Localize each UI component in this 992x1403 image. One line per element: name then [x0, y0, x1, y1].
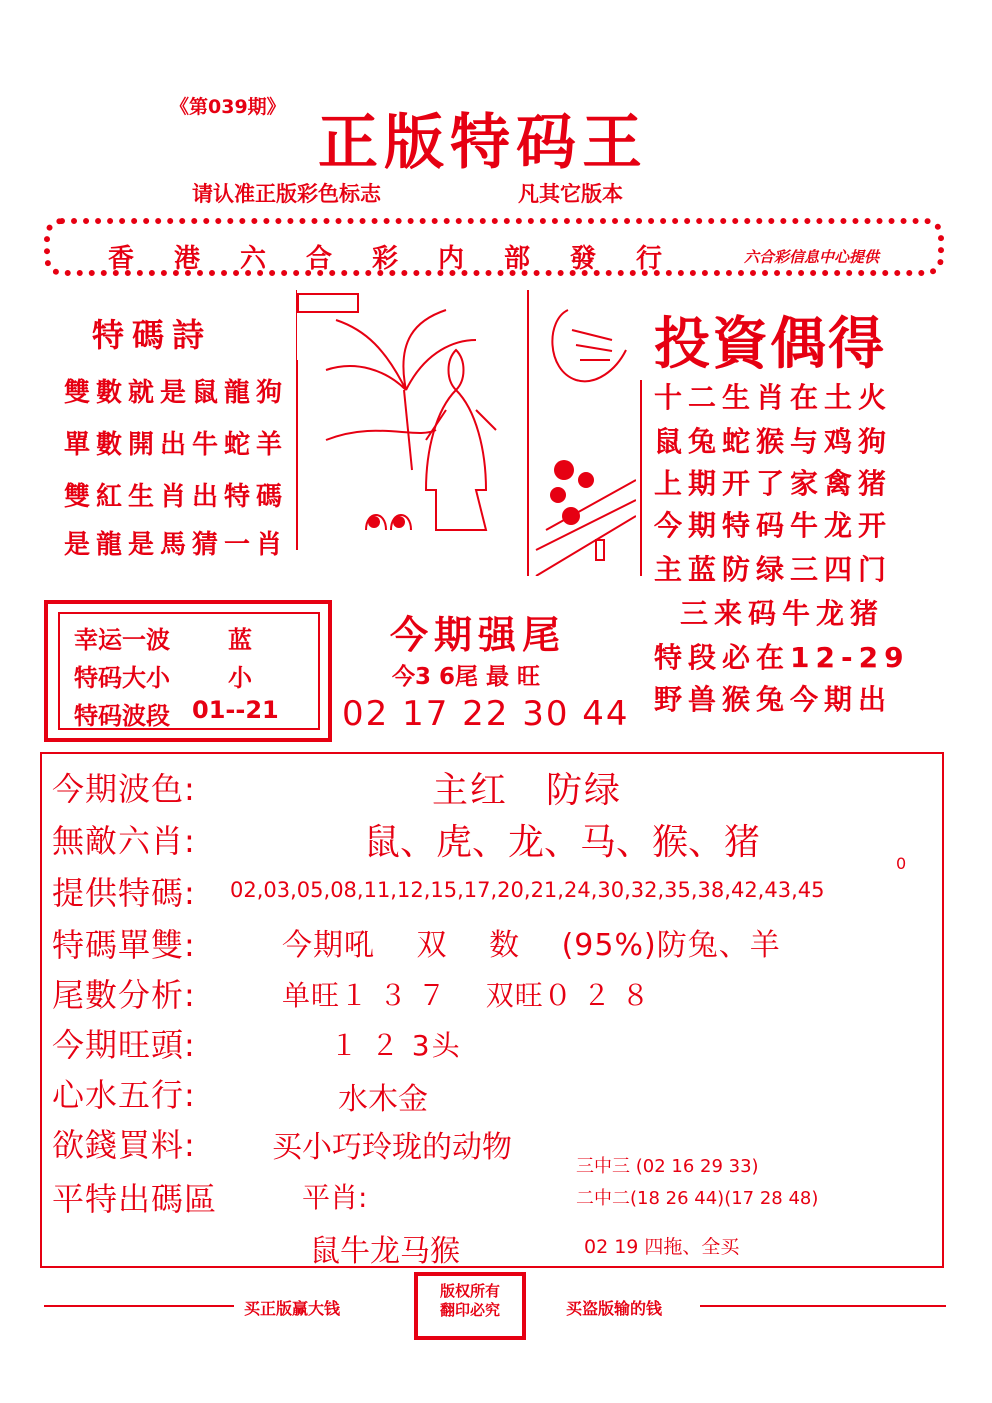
invest-line: 上期开了家禽猪: [654, 467, 893, 500]
copyright-line: 版权所有: [439, 1282, 500, 1300]
drag-note: 02 19 四拖、全买: [584, 1236, 740, 1258]
odd-even-label: 特碼單雙:: [52, 926, 196, 964]
lucky-value: 01--21: [192, 696, 279, 724]
zodiac-value: 鼠、虎、龙、马、猴、猪: [364, 822, 761, 863]
invest-line: 鼠兔蛇猴与鸡狗: [654, 425, 893, 458]
invest-line: 三来码牛龙猪: [680, 597, 885, 630]
verify-note: 请认准正版彩色标志: [192, 182, 381, 206]
lucky-value: 蓝: [228, 626, 252, 654]
invest-line: 特段必在12-29: [654, 641, 910, 674]
footer-divider-right: [700, 1305, 946, 1307]
invest-line: 主蓝防绿三四门: [654, 553, 893, 586]
wave-value: 主红 防绿: [432, 770, 623, 811]
invest-line: 野兽猴兔今期出: [654, 683, 893, 716]
footer-left-text: 买正版赢大钱: [244, 1299, 341, 1318]
poem-line: 雙紅生肖出特碼: [64, 482, 289, 512]
buy-value: 买小巧玲珑的动物: [272, 1130, 512, 1165]
other-version-note: 凡其它版本: [518, 182, 623, 206]
banner-credit: 六合彩信息中心提供: [744, 248, 880, 266]
codes-value: 02,03,05,08,11,12,15,17,20,21,24,30,32,35,38,42,43,45: [230, 878, 825, 902]
strong-tail-numbers: 02 17 22 30 44: [342, 694, 630, 734]
zodiac-label: 無敵六肖:: [52, 822, 196, 860]
invest-line: 十二生肖在土火: [654, 381, 893, 414]
footer-divider-left: [44, 1305, 234, 1307]
odd-even-value: 今期吼 双 数 (95%)防兔、羊: [282, 928, 781, 963]
poem-line: 是龍是馬猜一肖: [64, 530, 289, 560]
buy-label: 欲錢買料:: [52, 1126, 196, 1164]
invest-title: 投資偶得: [654, 311, 886, 377]
poem-line: 單數開出牛蛇羊: [64, 430, 289, 460]
element-value: 水木金: [338, 1082, 428, 1117]
copyright-text: [426, 1282, 514, 1320]
flat-value: 鼠牛龙马猴: [310, 1234, 460, 1269]
head-value: １ ２ 3头: [330, 1029, 462, 1062]
strong-tail-title: 今期强尾: [390, 612, 567, 657]
codes-label: 提供特碼:: [52, 874, 196, 912]
poem-line: 雙數就是鼠龍狗: [64, 378, 289, 408]
illustration-image: [296, 290, 636, 576]
lucky-label: 幸运一波: [74, 626, 170, 654]
wave-label: 今期波色:: [52, 770, 196, 808]
flat-sub-label: 平肖:: [302, 1181, 368, 1214]
page-title: 正版特码王: [318, 108, 648, 178]
lucky-label: 特码大小: [74, 664, 170, 692]
flat-label: 平特出碼區: [52, 1180, 218, 1218]
poem-title: 特碼詩: [92, 316, 213, 354]
copyright-line: 翻印必究: [439, 1301, 500, 1319]
lucky-value: 小: [228, 664, 252, 692]
element-label: 心水五行:: [52, 1076, 196, 1114]
invest-divider: [640, 380, 642, 576]
codes-extra: 0: [896, 854, 907, 873]
invest-line: 今期特码牛龙开: [654, 509, 893, 542]
strong-tail-subtitle: 今3 6尾 最 旺: [392, 664, 541, 690]
tail-analysis-label: 尾數分析:: [52, 976, 196, 1014]
lucky-label: 特码波段: [74, 702, 170, 730]
head-label: 今期旺頭:: [52, 1026, 196, 1064]
footer-right-text: 买盗版输的钱: [566, 1299, 663, 1318]
banner-text: 香港六合彩内部發行: [108, 244, 703, 274]
two-of-two: 二中二(18 26 44)(17 28 48): [576, 1188, 819, 1209]
tail-analysis-value: 单旺１ ３ ７ 双旺０ ２ ８: [282, 979, 651, 1012]
issue-number: 《第039期》: [170, 96, 286, 118]
three-of-three: 三中三 (02 16 29 33): [576, 1156, 759, 1177]
